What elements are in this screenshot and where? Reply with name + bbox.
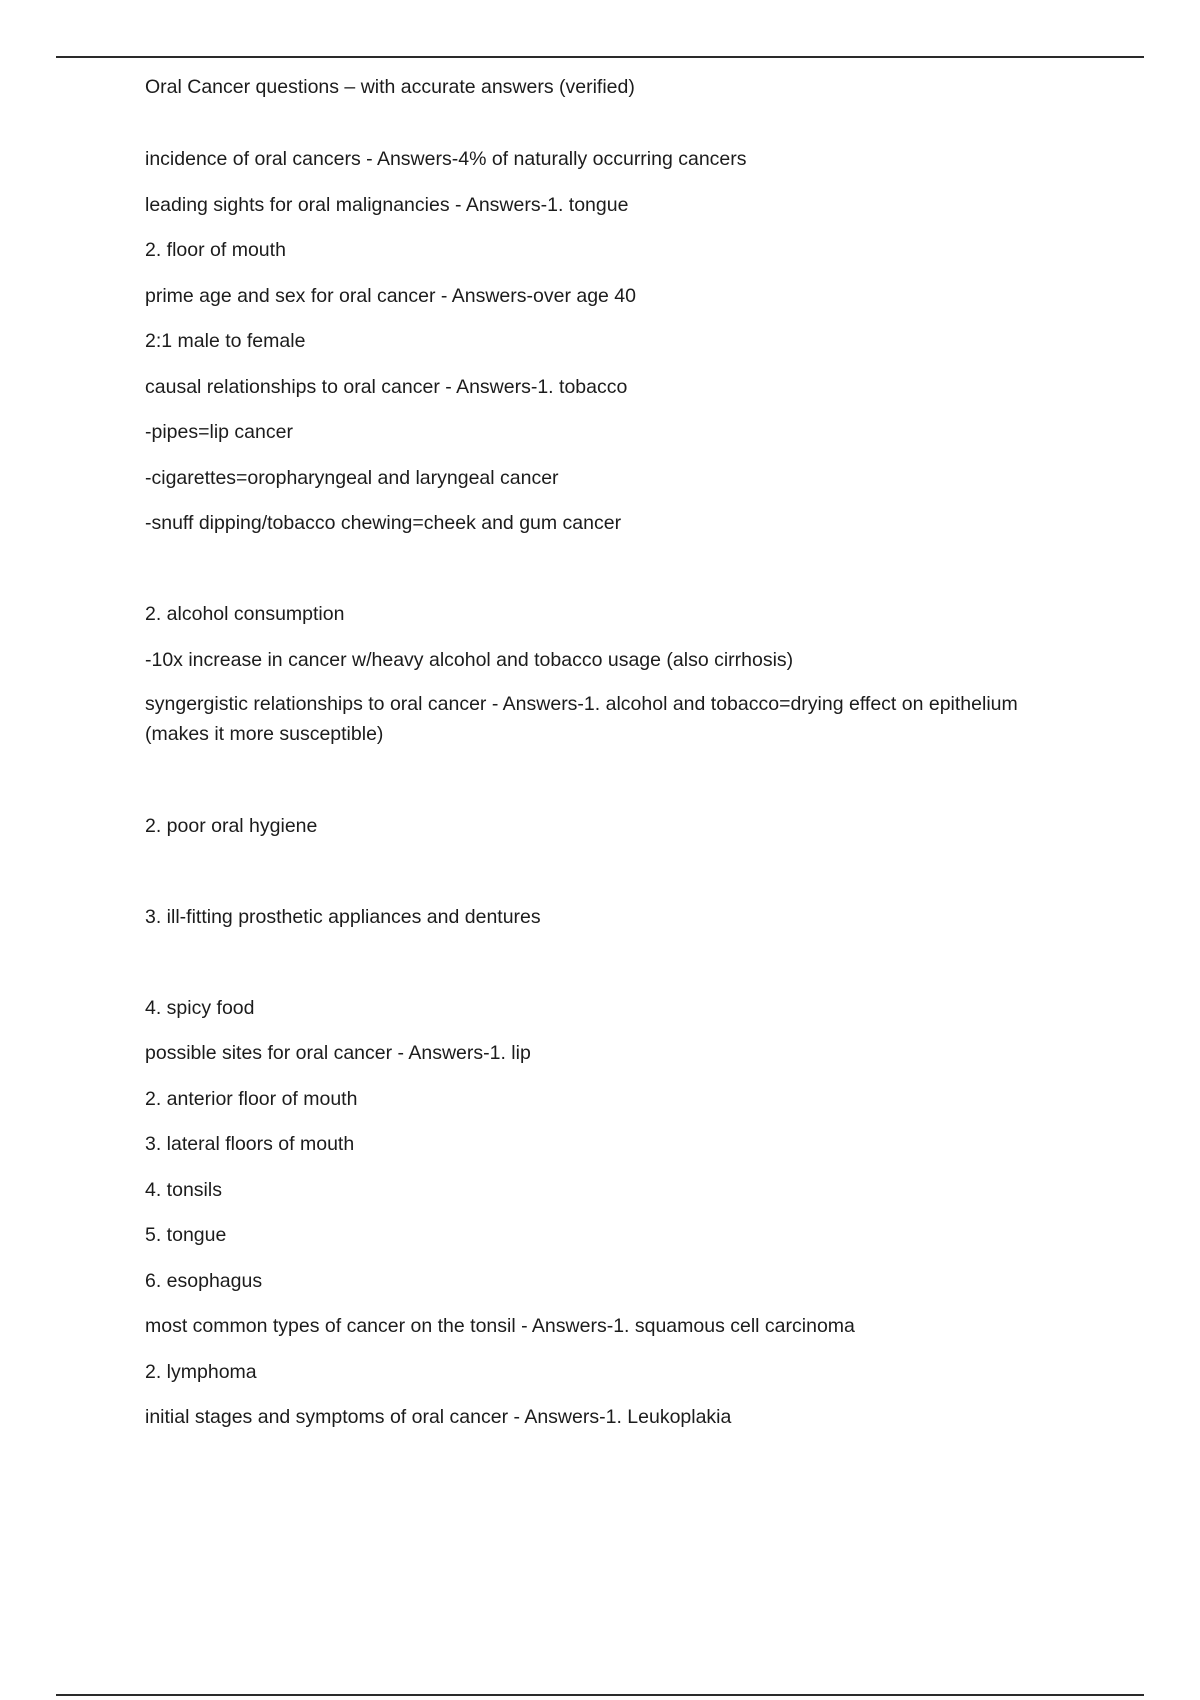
text-line: causal relationships to oral cancer - Answers-1. tobacco — [145, 376, 628, 398]
text-line: -snuff dipping/tobacco chewing=cheek and gum cancer — [145, 512, 622, 534]
text-line: prime age and sex for oral cancer - Answers-over age 40 — [145, 285, 636, 307]
text-line: 2. lymphoma — [145, 1361, 257, 1383]
text-line: most common types of cancer on the tonsil - Answers-1. squamous cell carcinoma — [145, 1315, 855, 1337]
text-line: 2. poor oral hygiene — [145, 815, 318, 837]
text-line: -cigarettes=oropharyngeal and laryngeal cancer — [145, 467, 559, 489]
text-line: 2. floor of mouth — [145, 239, 286, 261]
document-title: Oral Cancer questions – with accurate answers (verified) — [145, 76, 635, 98]
text-line: 2:1 male to female — [145, 330, 306, 352]
footer-rule — [56, 1694, 1144, 1696]
text-line: possible sites for oral cancer - Answers-1. lip — [145, 1042, 531, 1064]
text-line: 4. spicy food — [145, 997, 255, 1019]
text-line: 6. esophagus — [145, 1270, 263, 1292]
header-rule — [56, 56, 1144, 58]
text-line: 3. lateral floors of mouth — [145, 1133, 355, 1155]
text-line: 2. alcohol consumption — [145, 603, 345, 625]
text-line: 2. anterior floor of mouth — [145, 1088, 358, 1110]
text-line: 5. tongue — [145, 1224, 227, 1246]
text-line: syngergistic relationships to oral cancer - Answers-1. alcohol and tobacco=drying effect on epithelium (makes it more susceptible) — [145, 693, 1018, 745]
text-line: 3. ill-fitting prosthetic appliances and dentures — [145, 906, 541, 928]
text-line: incidence of oral cancers - Answers-4% of naturally occurring cancers — [145, 148, 747, 170]
text-line: -pipes=lip cancer — [145, 421, 293, 443]
text-line: leading sights for oral malignancies - Answers-1. tongue — [145, 194, 629, 216]
text-line: -10x increase in cancer w/heavy alcohol and tobacco usage (also cirrhosis) — [145, 649, 794, 671]
text-line: 4. tonsils — [145, 1179, 222, 1201]
text-line: initial stages and symptoms of oral cancer - Answers-1. Leukoplakia — [145, 1406, 732, 1428]
